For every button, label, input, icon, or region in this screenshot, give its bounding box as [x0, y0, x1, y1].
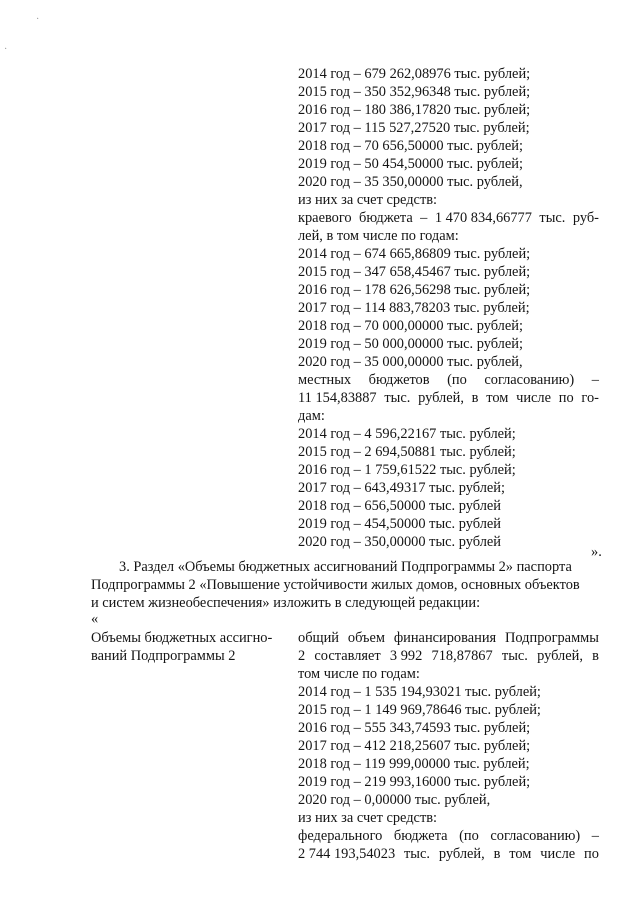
table-left-label: Объемы бюджетных ассигно-	[91, 630, 273, 646]
table-year-line: 2019 год – 219 993,16000 тыс. рублей;	[298, 774, 531, 790]
table-year-line: 2018 год – 119 999,00000 тыс. рублей;	[298, 756, 530, 772]
regional-year-line: 2014 год – 674 665,86809 тыс. рублей;	[298, 246, 531, 262]
local-year-line: 2014 год – 4 596,22167 тыс. рублей;	[298, 426, 516, 442]
federal-budget-total-line: 2 744 193,54023 тыс. рублей, в том числе по	[298, 846, 599, 862]
regional-year-line: 2017 год – 114 883,78203 тыс. рублей;	[298, 300, 530, 316]
scan-mark-dot: ·	[36, 14, 40, 25]
table-total-line: общий объем финансирования Подпрограммы	[298, 630, 599, 646]
federal-budget-heading: федерального бюджета (по согласованию) –	[298, 828, 599, 844]
opening-quote: «	[91, 611, 99, 627]
local-year-line: 2016 год – 1 759,61522 тыс. рублей;	[298, 462, 516, 478]
table-year-line: 2015 год – 1 149 969,78646 тыс. рублей;	[298, 702, 541, 718]
regional-year-line: 2016 год – 178 626,56298 тыс. рублей;	[298, 282, 531, 298]
local-budget-total-line: 11 154,83887 тыс. рублей, в том числе по го-	[298, 390, 599, 406]
regional-year-line: 2018 год – 70 000,00000 тыс. рублей;	[298, 318, 523, 334]
scan-mark-dot: ·	[4, 44, 8, 55]
section3-line: и систем жизнеобеспечения» изложить в следующей редакции:	[91, 595, 481, 611]
table-subtitle: том числе по годам:	[298, 666, 420, 682]
funding-year-line: 2016 год – 180 386,17820 тыс. рублей;	[298, 102, 531, 118]
local-budget-subtitle: дам:	[298, 408, 325, 424]
funding-year-line: 2018 год – 70 656,50000 тыс. рублей;	[298, 138, 523, 154]
table-sources-heading: из них за счет средств:	[298, 810, 438, 826]
regional-budget-total-line: краевого бюджета – 1 470 834,66777 тыс. руб-	[298, 210, 599, 226]
funding-year-line: 2015 год – 350 352,96348 тыс. рублей;	[298, 84, 531, 100]
local-budget-heading: местных бюджетов (по согласованию) –	[298, 372, 599, 388]
table-total-line: 2 составляет 3 992 718,87867 тыс. рублей, в	[298, 648, 599, 664]
section3-line: 3. Раздел «Объемы бюджетных ассигнований Подпрограммы 2» паспорта	[119, 559, 572, 575]
table-year-line: 2020 год – 0,00000 тыс. рублей,	[298, 792, 491, 808]
funding-year-line: 2020 год – 35 350,00000 тыс. рублей,	[298, 174, 523, 190]
table-left-label: ваний Подпрограммы 2	[91, 648, 236, 664]
local-year-line: 2019 год – 454,50000 тыс. рублей	[298, 516, 501, 532]
section3-line: Подпрограммы 2 «Повышение устойчивости жилых домов, основных объектов	[91, 577, 580, 593]
closing-quote: ».	[591, 544, 602, 560]
local-year-line: 2015 год – 2 694,50881 тыс. рублей;	[298, 444, 516, 460]
local-year-line: 2018 год – 656,50000 тыс. рублей	[298, 498, 501, 514]
table-year-line: 2016 год – 555 343,74593 тыс. рублей;	[298, 720, 531, 736]
table-year-line: 2017 год – 412 218,25607 тыс. рублей;	[298, 738, 531, 754]
funding-year-line: 2014 год – 679 262,08976 тыс. рублей;	[298, 66, 531, 82]
local-year-line: 2020 год – 350,00000 тыс. рублей	[298, 534, 501, 550]
table-year-line: 2014 год – 1 535 194,93021 тыс. рублей;	[298, 684, 541, 700]
regional-year-line: 2020 год – 35 000,00000 тыс. рублей,	[298, 354, 523, 370]
sources-heading: из них за счет средств:	[298, 192, 438, 208]
regional-year-line: 2015 год – 347 658,45467 тыс. рублей;	[298, 264, 531, 280]
funding-year-line: 2019 год – 50 454,50000 тыс. рублей;	[298, 156, 523, 172]
regional-budget-subtitle: лей, в том числе по годам:	[298, 228, 459, 244]
regional-year-line: 2019 год – 50 000,00000 тыс. рублей;	[298, 336, 523, 352]
funding-year-line: 2017 год – 115 527,27520 тыс. рублей;	[298, 120, 530, 136]
local-year-line: 2017 год – 643,49317 тыс. рублей;	[298, 480, 505, 496]
